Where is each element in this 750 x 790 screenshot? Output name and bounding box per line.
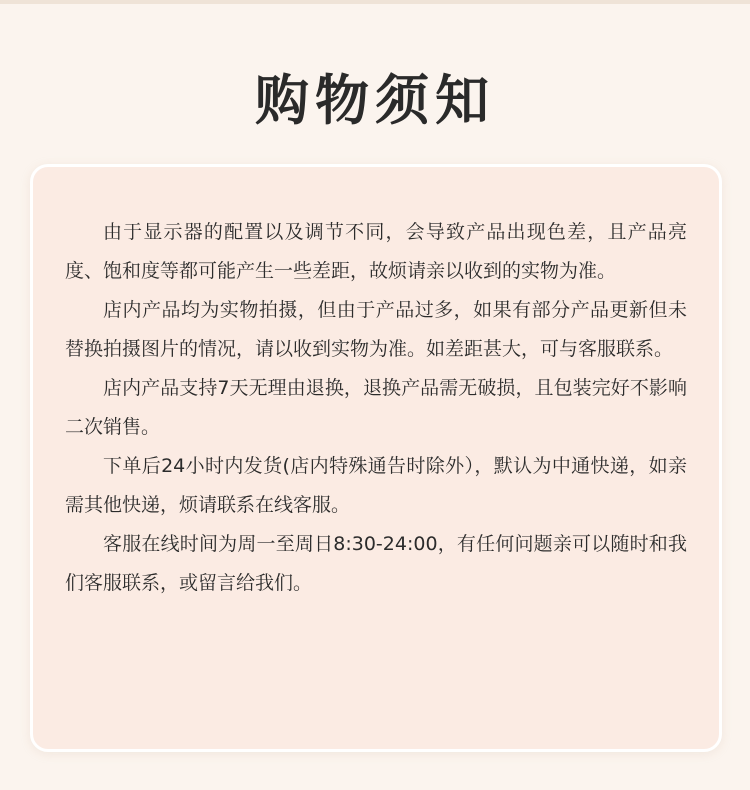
top-divider [0,0,750,4]
page-title: 购物须知 [255,69,495,132]
notice-content [65,213,687,603]
notice-paragraph-service-hours: 客服在线时间为周一至周日8:30-24:00，有任何问题亲可以随时和我们客服联系，或留言给我们。 [65,533,687,594]
notice-paragraph-color-difference: 由于显示器的配置以及调节不同，会导致产品出现色差，且产品亮度、饱和度等都可能产生一些差距，故烦请亲以收到的实物为准。 [65,221,687,282]
notice-card [30,164,722,752]
notice-paragraph-returns: 店内产品支持7天无理由退换，退换产品需无破损，且包装完好不影响二次销售。 [65,377,687,438]
notice-paragraph-shipping: 下单后24小时内发货(店内特殊通告时除外），默认为中通快递，如亲需其他快递，烦请联系在线客服。 [65,455,687,516]
notice-paragraph-product-photos: 店内产品均为实物拍摄，但由于产品过多，如果有部分产品更新但未替换拍摄图片的情况，请以收到实物为准。如差距甚大，可与客服联系。 [65,299,687,360]
